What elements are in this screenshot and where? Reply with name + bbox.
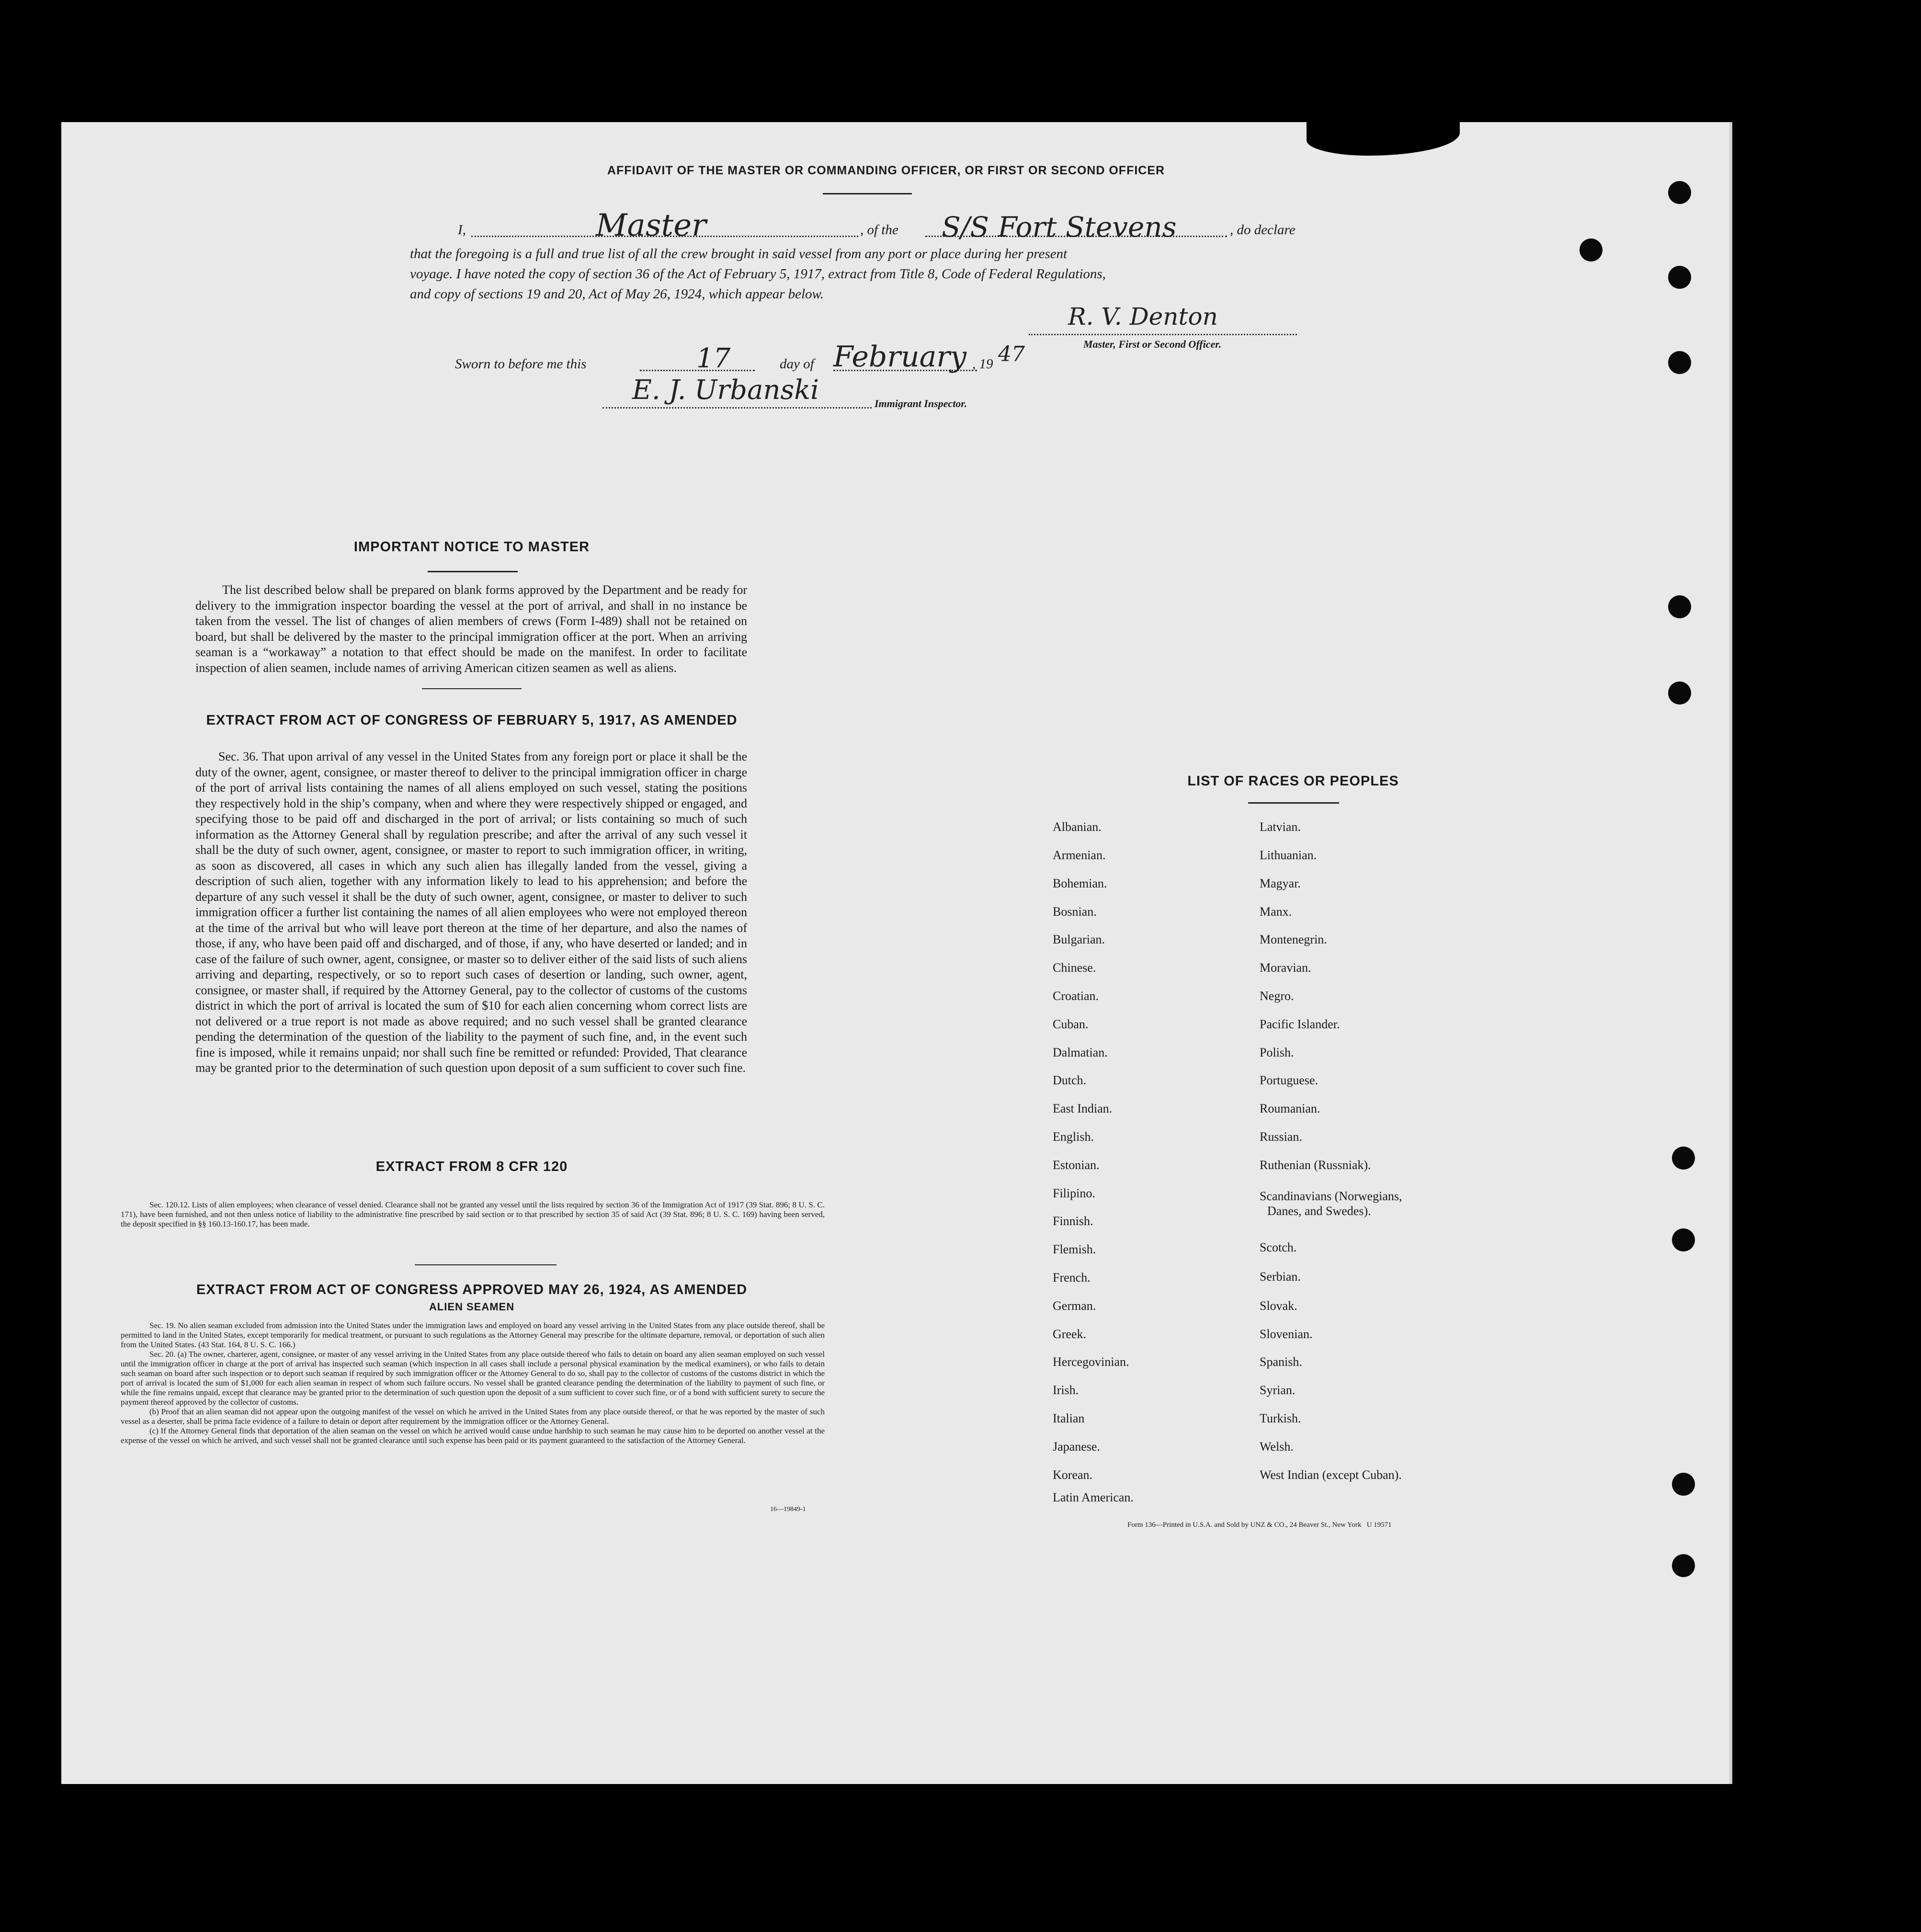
race-left: Albanian. — [1053, 820, 1102, 834]
year-prefix: , 19 — [972, 356, 993, 372]
race-right: Scotch. — [1260, 1240, 1297, 1254]
punch-hole — [1668, 351, 1691, 374]
race-left: Hercegovinian. — [1053, 1355, 1129, 1369]
affidavit-heading: AFFIDAVIT OF THE MASTER OR COMMANDING OFFICER, OR FIRST OR SECOND OFFICER — [607, 164, 1165, 177]
race-left: Korean. — [1053, 1468, 1093, 1482]
race-left: English. — [1053, 1130, 1094, 1144]
race-right: Slovak. — [1260, 1299, 1297, 1313]
race-right: Danes, and Swedes). — [1267, 1204, 1371, 1218]
notice-body: The list described below shall be prepared on blank forms approved by the Department and be ready for delivery to the immigration inspector boarding the vessel at the port of arrival, and shall in no instance be taken from the vessel. The list of changes of alien members of crews (Form I-489) shall not be retained on board, but shall be delivered by the master to the principal immigration officer at the port. When an arriving seaman is a “workaway” a notation to that effect should be made on the manifest. In order to facilitate inspection of alien seamen, include names of arriving American citizen seamen as well as aliens. — [195, 583, 747, 675]
cfr-heading: EXTRACT FROM 8 CFR 120 — [375, 1159, 568, 1174]
race-right: Moravian. — [1260, 961, 1311, 975]
race-right: Spanish. — [1260, 1355, 1302, 1369]
race-right: Lithuanian. — [1260, 848, 1317, 862]
punch-hole — [1668, 595, 1691, 618]
race-right: Latvian. — [1260, 820, 1301, 834]
name-handwritten: Master — [596, 208, 706, 243]
race-right: Ruthenian (Russniak). — [1260, 1158, 1371, 1172]
master-signature: R. V. Denton — [1068, 303, 1218, 330]
race-right: Turkish. — [1260, 1411, 1301, 1425]
race-right: Negro. — [1260, 989, 1294, 1003]
race-left: Irish. — [1053, 1383, 1079, 1397]
extract1924-heading: EXTRACT FROM ACT OF CONGRESS APPROVED MAY 26, 1924, AS AMENDED — [196, 1282, 748, 1297]
race-left: Dalmatian. — [1053, 1046, 1108, 1059]
punch-hole — [1672, 1554, 1695, 1577]
race-right: Pacific Islander. — [1260, 1017, 1340, 1031]
race-left: Latin American. — [1053, 1490, 1134, 1504]
affidavit-text — [410, 244, 1330, 304]
i-label: I, — [458, 222, 466, 238]
affidavit-declaration-line — [458, 208, 1330, 249]
extract1924-body — [121, 1321, 825, 1445]
declare-label: , do declare — [1230, 222, 1296, 238]
race-left: Dutch. — [1053, 1073, 1087, 1087]
sec20a-text: Sec. 20. (a) The owner, charterer, agent, consignee, or master of any vessel arriving in the United States from any place outside thereof who fails to detain on board any alien seaman employed on such vessel until the immigration officer in charge at the port of arrival has inspected such seaman (which inspection in all cases shall include a personal physical examination by the medical examiners), or who fails to detain such seaman on board after such inspection or to deport such seaman if required by such immigration officer or the Attorney General to do so, shall pay to the collector of customs of the customs district in which the port of arrival is located the sum of $1,000 for each alien seaman in respect of whom such failure occurs. No vessel shall be granted clearance pending the determination of the liability to payment of such fine, or while the fine remains unpaid, except that clearance may be granted prior to the determination of such question upon the deposit of a sum sufficient to cover such fine, or of a bond with sufficient surety to secure the payment thereof approved by the collector of customs. — [121, 1350, 825, 1407]
extract1917-top-rule — [422, 688, 522, 689]
punch-hole — [1668, 266, 1691, 289]
form-print-note: Form 136—Printed in U.S.A. and Sold by UNZ & CO., 24 Beaver St., New York U 19571 — [1127, 1521, 1392, 1529]
race-left: East Indian. — [1053, 1102, 1113, 1115]
race-right: Polish. — [1260, 1046, 1294, 1059]
race-left: Chinese. — [1053, 961, 1096, 975]
sec20c-text: (c) If the Attorney General finds that deportation of the alien seaman on the vessel on which he arrived would cause undue hardship to such seaman he may cause him to be deported on another vessel at the expense of the vessel on which he arrived, and such vessel shall not be granted clearance until such expense has been paid or its payment guaranteed to the satisfaction of the Attorney General. — [121, 1426, 825, 1445]
race-left: Flemish. — [1053, 1242, 1096, 1256]
race-right: Magyar. — [1260, 876, 1301, 890]
heading-rule — [823, 193, 912, 194]
race-left: Bosnian. — [1053, 905, 1097, 919]
affidavit-line-2: voyage. I have noted the copy of section 36 of the Act of February 5, 1917, extract from Title 8, Code of Federal Regulations, — [410, 266, 1106, 282]
sworn-label: Sworn to before me this — [455, 356, 587, 372]
day-of-label: day of — [780, 356, 814, 372]
print-code: 16—19849-1 — [770, 1506, 806, 1513]
race-right: Russian. — [1260, 1130, 1302, 1144]
race-left: Greek. — [1053, 1327, 1087, 1341]
punch-hole — [1580, 239, 1603, 261]
sec19-text: Sec. 19. No alien seaman excluded from admission into the United States under the immigration laws and employed on board any vessel arriving in the United States from any place outside thereof, shall be permitted to land in the United States, except temporarily for medical treatment, or pursuant to such regulations as the Attorney General may prescribe for the ultimate departure, removal, or deportation of such alien from the United States. (43 Stat. 164, 8 U. S. C. 166.) — [121, 1321, 825, 1349]
alien-seamen-subheading: ALIEN SEAMEN — [429, 1301, 515, 1313]
races-heading: LIST OF RACES OR PEOPLES — [1187, 773, 1399, 789]
race-left: Estonian. — [1053, 1158, 1100, 1172]
cfr-body: Sec. 120.12. Lists of alien employees; when clearance of vessel denied. Clearance shall not be granted any vessel until the lists required by section 36 of the Immigration Act of 1917 (39 Stat. 896; 8 U. S. C. 171), have been furnished, and not then unless notice of liability to the administrative fine prescribed by said section or to that prescribed by section 35 of said Act (39 Stat. 896; 8 U. S. C. 169) having been served, the deposit specified in §§ 160.13-160.17, has been made. — [121, 1200, 825, 1228]
day-handwritten: 17 — [696, 343, 731, 374]
race-left: Croatian. — [1053, 989, 1099, 1003]
signature-caption: Master, First or Second Officer. — [1083, 338, 1222, 350]
extract1917-heading: EXTRACT FROM ACT OF CONGRESS OF FEBRUARY 5, 1917, AS AMENDED — [206, 713, 738, 728]
race-right: West Indian (except Cuban). — [1260, 1468, 1402, 1482]
race-right: Welsh. — [1260, 1440, 1294, 1454]
inspector-caption: Immigrant Inspector. — [875, 398, 967, 409]
punch-hole — [1672, 1147, 1695, 1170]
vessel-handwritten: S/S Fort Stevens — [942, 211, 1177, 243]
month-handwritten: February — [833, 340, 966, 374]
race-left: German. — [1053, 1299, 1096, 1313]
year-handwritten: 47 — [998, 342, 1025, 366]
race-left: French. — [1053, 1271, 1091, 1284]
punch-hole — [1668, 181, 1691, 204]
sec20b-text: (b) Proof that an alien seaman did not appear upon the outgoing manifest of the vessel on which he arrived in the United States from any place outside thereof, or that he was reported by the master of such vessel as a deserter, shall be prima facie evidence of a failure to detain or deport after requirement by the immigration officer or the Attorney General. — [121, 1407, 825, 1426]
race-left: Armenian. — [1053, 848, 1106, 862]
race-right: Syrian. — [1260, 1383, 1296, 1397]
race-right: Portuguese. — [1260, 1073, 1319, 1087]
races-rule — [1248, 802, 1339, 804]
race-right: Slovenian. — [1260, 1327, 1313, 1341]
race-left: Finnish. — [1053, 1214, 1093, 1228]
torn-edge — [1307, 117, 1460, 156]
signature-line — [1029, 334, 1297, 335]
race-right: Serbian. — [1260, 1270, 1301, 1284]
race-right: Scandinavians (Norwegians, — [1260, 1189, 1402, 1203]
inspector-signature: E. J. Urbanski — [632, 375, 819, 406]
race-right: Roumanian. — [1260, 1102, 1320, 1115]
race-left: Bohemian. — [1053, 876, 1107, 890]
race-right: Montenegrin. — [1260, 932, 1327, 946]
race-right: Manx. — [1260, 905, 1292, 919]
punch-hole — [1672, 1228, 1695, 1251]
extract1917-body: Sec. 36. That upon arrival of any vessel in the United States from any foreign port or place it shall be the duty of the owner, agent, consignee, or master thereof to deliver to the principal immigration officer in charge of the port of arrival lists containing the names of all aliens employed on such vessel, stating the positions they respectively hold in the ship’s company, when and where they were respectively shipped or engaged, and specifying those to be paid off and discharged in the port of arrival; or lists containing so much of such information as the Attorney General shall by regulation prescribe; and after the arrival of any such vessel it shall be the duty of such owner, agent, consignee, or master to report to such immigration officer, in writing, as soon as discovered, all cases in which any such alien has illegally landed from the vessel, giving a description of such alien, together with any information likely to lead to his apprehension; and before the departure of any such vessel it shall be the duty of such owner, agent, consignee, or master to deliver to such immigration officer a further list containing the names of all alien employees who were not employed thereon at the time of the arrival but who will leave port thereon at the time of her departure, and also the names of those, if any, who have been paid off and discharged, and of those, if any, who have deserted or landed; and in case of the failure of such owner, agent, consignee, or master so to deliver either of the said lists of such aliens arriving and departing, respectively, or so to report such cases of desertion or landing, such owner, agent, consignee, or master shall, if required by the Attorney General, pay to the collector of customs of the customs district in which the port of arrival is located the sum of $10 for each alien concerning whom correct lists are not delivered or a true report is not made as above required; and no such vessel shall be granted clearance pending the determination of the question of the liability to the payment of such fine, and, in the event such fine is imposed, while it remains unpaid; nor shall such fine be remitted or refunded: Provided, That clearance may be granted prior to the determination of such question upon deposit of a sum sufficient to cover such fine. — [195, 750, 747, 1075]
notice-rule — [428, 571, 518, 572]
race-left: Cuban. — [1053, 1017, 1089, 1031]
race-left: Italian — [1053, 1411, 1085, 1425]
affidavit-line-3: and copy of sections 19 and 20, Act of May 26, 1924, which appear below. — [410, 286, 824, 302]
punch-hole — [1672, 1473, 1695, 1496]
affidavit-line-1: that the foregoing is a full and true list of all the crew brought in said vessel from any port or place during her present — [410, 246, 1068, 261]
race-left: Japanese. — [1053, 1440, 1100, 1454]
notice-heading: IMPORTANT NOTICE TO MASTER — [353, 539, 590, 555]
inspector-line — [602, 407, 872, 409]
race-left: Bulgarian. — [1053, 932, 1105, 946]
of-the-label: , of the — [860, 222, 898, 238]
punch-hole — [1668, 682, 1691, 705]
race-left: Filipino. — [1053, 1186, 1095, 1200]
cfr-bottom-rule — [415, 1264, 557, 1265]
